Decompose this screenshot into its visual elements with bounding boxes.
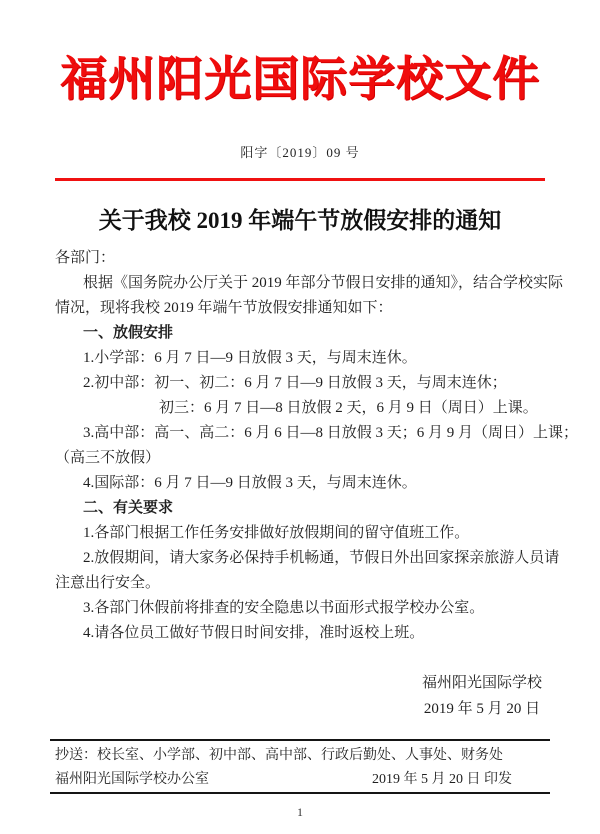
- body-line-salutation: 各部门：: [55, 250, 116, 266]
- body-line: 2.初中部：初一、初二：6 月 7 日—9 日放假 3 天，与周末连休；: [83, 375, 507, 391]
- body-line: 1.小学部：6 月 7 日—9 日放假 3 天，与周末连休。: [83, 350, 417, 366]
- body-line: （高三不放假）: [55, 450, 161, 466]
- body-section-heading: 二、有关要求: [83, 500, 174, 516]
- notice-body: [55, 246, 579, 646]
- notice-title: 关于我校 2019 年端午节放假安排的通知: [98, 208, 502, 233]
- body-line: 1.各部门根据工作任务安排做好放假期间的留守值班工作。: [83, 525, 470, 541]
- body-line: 注意出行安全。: [55, 575, 161, 591]
- body-line: 4.国际部：6 月 7 日—9 日放假 3 天，与周末连休。: [83, 475, 417, 491]
- red-header-title: 福州阳光国际学校文件: [60, 54, 540, 106]
- body-line: 4.请各位员工做好节假日时间安排，准时返校上班。: [83, 625, 425, 641]
- body-line: 情况，现将我校 2019 年端午节放假安排通知如下：: [55, 300, 393, 316]
- body-line: 初三：6 月 7 日—8 日放假 2 天，6 月 9 日（周日）上课。: [159, 400, 538, 416]
- page-number: 1: [297, 805, 303, 819]
- body-line: 2.放假期间，请大家务必保持手机畅通，节假日外出回家探亲旅游人员请: [83, 550, 560, 566]
- body-line: 根据《国务院办公厅关于 2019 年部分节假日安排的通知》，结合学校实际: [83, 275, 564, 291]
- issuer-name: 福州阳光国际学校办公室: [55, 772, 209, 787]
- doc-number: 阳字〔2019〕09 号: [240, 145, 360, 160]
- footer-bottom-line: [50, 792, 550, 794]
- signature-org: 福州阳光国际学校: [421, 675, 542, 691]
- red-separator-line: [55, 178, 545, 181]
- issuer-row: [55, 768, 550, 792]
- body-section-heading: 一、放假安排: [83, 325, 174, 341]
- signature-block: [422, 670, 542, 722]
- body-line: 3.高中部：高一、高二：6 月 6 日—8 日放假 3 天；6 月 9 月（周日）上课；: [83, 425, 579, 441]
- cc-line: 抄送：校长室、小学部、初中部、高中部、行政后勤处、人事处、财务处: [55, 748, 503, 763]
- body-line: 3.各部门休假前将排查的安全隐患以书面形式报学校办公室。: [83, 600, 485, 616]
- footer-top-line: [50, 739, 550, 741]
- issue-date: 2019 年 5 月 20 日 印发: [372, 772, 512, 787]
- signature-date: 2019 年 5 月 20 日: [423, 701, 541, 717]
